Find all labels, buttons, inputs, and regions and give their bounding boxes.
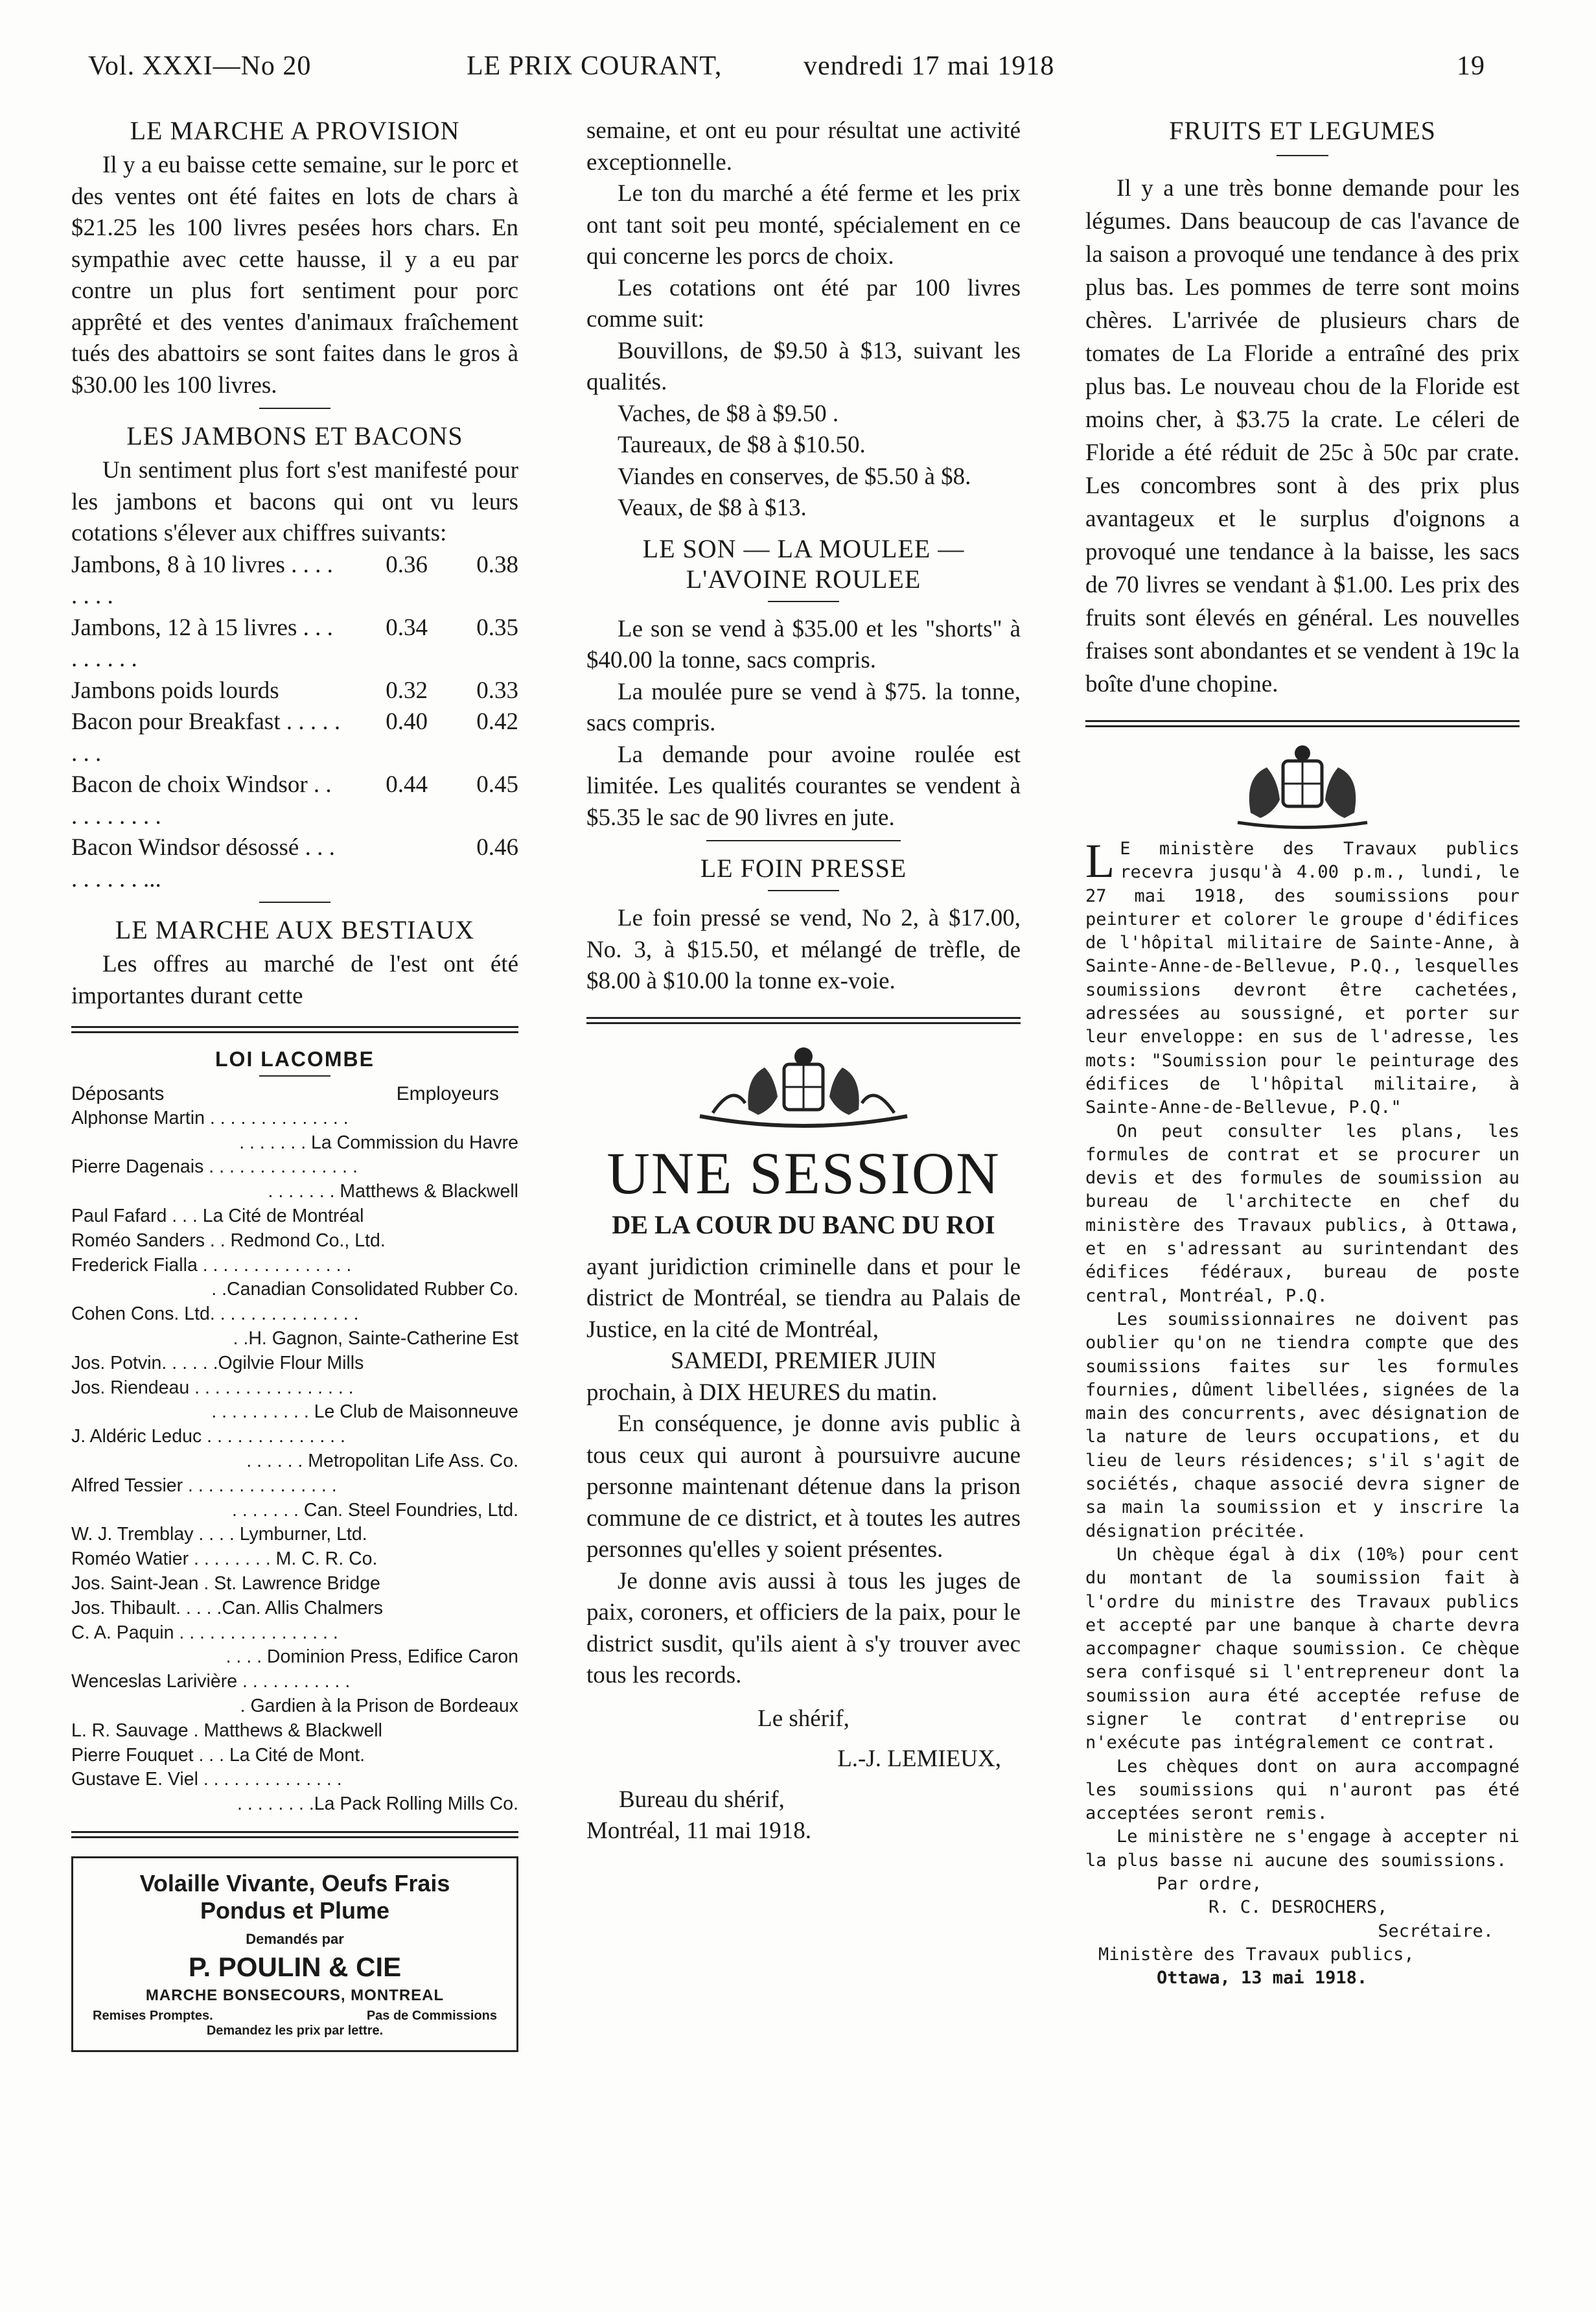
employeurs-label: Employeurs	[396, 1083, 499, 1104]
price-row	[71, 832, 518, 895]
travaux-notice	[1085, 837, 1520, 1991]
notice-p2: On peut consulter les plans, les formules de contrat et se procurer un devis et des formules de soumission au bureau de l'architecte en chef du ministère des Travaux publics, à Ottawa, et en s'adressant au surintendant des édifices fédéraux, bureau de poste central, Montréal, P.Q.	[1085, 1121, 1520, 1306]
list-item: Alphonse Martin . . . . . . . . . . . . . .	[71, 1107, 349, 1128]
montreal-date: Montréal, 11 mai 1918.	[586, 1817, 811, 1844]
price-item: Jambons, 8 à 10 livres . . . . . . . .	[71, 551, 333, 609]
samedi-date: SAMEDI, PREMIER JUIN	[670, 1348, 937, 1374]
double-rule	[71, 1026, 518, 1033]
divider	[259, 1075, 330, 1077]
notice-p3: Les soumissionnaires ne doivent pas oublier qu'on ne tiendra compte que des soumissions faites sur les formules fournies, dûment libellées, signées de la main des concurrents, avec désignation de la nature de leurs occupations, et du lieu de leurs résidences; s'il s'agit de sociétés, chaque associé devra signer de sa main la soumission et y inscrire la désignation précitée.	[1085, 1309, 1520, 1541]
session-text: ayant juridiction criminelle dans et pour le district de Montréal, se tiendra au Palais de Justice, en la cité de Montréal,	[586, 1253, 1021, 1343]
poulin-advertisement	[71, 1856, 518, 2052]
notice-p1: E ministère des Travaux publics recevra jusqu'à 4.00 p.m., lundi, le 27 mai 1918, des soumissions pour peinturer et colorer le groupe d'édifices de l'hôpital militaire de Sainte-Anne, à Sainte-Anne-de-Bellevue, P.Q., lesquelles soumissions devront être cachetées, adressées au soussigné, et porter sur leur enveloppe: en sus de l'adresse, les mots: "Soumission pour le peinturage des édifices de l'hôpital militaire, à Sainte-Anne-de-Bellevue, P.Q."	[1085, 839, 1520, 1118]
consequence-text: En conséquence, je donne avis public à tous ceux qui auront à poursuivre aucune personne maintenant détenue dans la prison commune de ce district, et à toutes les autres personnes qu'elles y soient présentes.	[586, 1410, 1021, 1563]
divider	[768, 890, 839, 891]
list-item: Jos. Potvin. . . . . .Ogilvie Flour Mills	[71, 1352, 364, 1373]
double-rule	[71, 1831, 518, 1838]
list-item: Alfred Tessier . . . . . . . . . . . . . . .	[71, 1475, 337, 1496]
lacombe-header	[71, 1082, 518, 1106]
list-item: Jos. Riendeau . . . . . . . . . . . . . . . .	[71, 1377, 354, 1398]
price-low: 0.32	[386, 677, 428, 704]
coat-of-arms-icon	[1218, 741, 1387, 832]
ad-commissions: Pas de Commissions	[366, 2008, 497, 2023]
divider	[706, 840, 901, 841]
price-high: 0.38	[476, 551, 518, 578]
list-item: . .H. Gagnon, Sainte-Catherine Est	[233, 1327, 518, 1349]
avoine-text: La demande pour avoine roulée est limitée. Les qualités courantes se vendent à $5.35 le sac de 90 livres en jute.	[586, 741, 1021, 831]
volume-number: Vol. XXXI—No 20	[88, 51, 312, 81]
vaches-price: Vaches, de $8 à $9.50 .	[618, 400, 839, 427]
son-subtitle: L'AVOINE ROULEE	[686, 564, 921, 594]
notice-dropcap: L	[1085, 835, 1115, 888]
list-item: Pierre Fouquet . . . La Cité de Mont.	[71, 1744, 365, 1766]
ton-text: Le ton du marché a été ferme et les prix ont tant soit peu monté, spécialement en ce qui concerne les porcs de choix.	[586, 180, 1021, 270]
list-item: J. Aldéric Leduc . . . . . . . . . . . . . .	[71, 1426, 345, 1447]
page-header	[0, 51, 1596, 89]
ad-demandes: Demandés par	[246, 1930, 344, 1947]
list-item: . . . . . . Metropolitan Life Ass. Co.	[246, 1450, 518, 1471]
ad-company: P. POULIN & CIE	[188, 1951, 402, 1982]
notice-p5: Les chèques dont on aura accompagné les soumissions qui n'auront pas été acceptées seront remis.	[1085, 1756, 1520, 1824]
list-item: L. R. Sauvage . Matthews & Blackwell	[71, 1720, 382, 1741]
ad-demandez: Demandez les prix par lettre.	[206, 2023, 384, 2038]
sherif-name: L.-J. LEMIEUX,	[837, 1746, 1001, 1772]
price-low: 0.34	[386, 614, 428, 641]
column-middle	[586, 115, 1021, 1847]
jambons-title: LES JAMBONS ET BACONS	[126, 421, 463, 450]
ottawa-date: Ottawa, 13 mai 1918.	[1157, 1968, 1368, 1989]
foin-text: Le foin pressé se vend, No 2, à $17.00, No. 3, à $15.50, et mélangé de trèfle, de $8.00 à $10.00 la tonne ex-voie.	[586, 905, 1021, 994]
provision-title: LE MARCHE A PROVISION	[130, 116, 460, 145]
price-high: 0.42	[476, 708, 518, 735]
column-left	[71, 115, 518, 2052]
list-item: Roméo Watier . . . . . . . . M. C. R. Co.	[71, 1548, 378, 1570]
jambons-intro: Un sentiment plus fort s'est manifesté pour les jambons et bacons qui ont vu leurs cotations s'élever aux chiffres suivants:	[71, 457, 518, 546]
ad-subheadline: Pondus et Plume	[200, 1897, 390, 1924]
price-low: 0.40	[386, 708, 428, 735]
moulee-text: La moulée pure se vend à $75. la tonne, sacs compris.	[586, 678, 1021, 736]
list-item: Jos. Thibault. . . . .Can. Allis Chalmers	[71, 1597, 383, 1618]
list-item: C. A. Paquin . . . . . . . . . . . . . . . .	[71, 1622, 338, 1643]
session-title: UNE SESSION	[607, 1139, 1000, 1206]
bestiaux-continued: semaine, et ont eu pour résultat une activité exceptionnelle.	[586, 117, 1021, 176]
list-item: Paul Fafard . . . La Cité de Montréal	[71, 1205, 364, 1226]
prochain-text: prochain, à DIX HEURES du matin.	[586, 1379, 938, 1406]
secretaire-title: Secrétaire.	[1378, 1921, 1494, 1941]
list-item: . . . . . . . .La Pack Rolling Mills Co.	[237, 1793, 518, 1815]
divider	[259, 408, 330, 409]
price-high: 0.46	[476, 834, 518, 861]
viandes-price: Viandes en conserves, de $5.50 à $8.	[618, 463, 971, 490]
ad-headline: Volaille Vivante, Oeufs Frais	[139, 1869, 450, 1897]
ad-address: MARCHE BONSECOURS, MONTREAL	[145, 1986, 445, 2004]
son-title: LE SON — LA MOULEE —	[642, 533, 965, 563]
bestiaux-text: Les offres au marché de l'est ont été importantes durant cette	[71, 951, 518, 1009]
price-high: 0.45	[476, 771, 518, 798]
cotations-intro: Les cotations ont été par 100 livres comme suit:	[586, 274, 1021, 333]
ministere-label: Ministère des Travaux publics,	[1098, 1944, 1415, 1965]
column-right	[1085, 115, 1520, 1991]
bestiaux-title: LE MARCHE AUX BESTIAUX	[115, 915, 475, 944]
price-item: Bacon Windsor désossé . . . . . . . . . ...	[71, 834, 335, 893]
price-item: Jambons, 12 à 15 livres . . . . . . . . .	[71, 614, 333, 672]
taureaux-price: Taureaux, de $8 à $10.50.	[618, 432, 866, 458]
list-item: Cohen Cons. Ltd. . . . . . . . . . . . . . .	[71, 1303, 359, 1325]
list-item: Gustave E. Viel . . . . . . . . . . . . . .	[71, 1769, 342, 1790]
list-item: Jos. Saint-Jean . St. Lawrence Bridge	[71, 1572, 380, 1594]
double-rule	[586, 1017, 1021, 1024]
notice-p4: Un chèque égal à dix (10%) pour cent du montant de la soumission fait à l'ordre du ministre des Travaux publics et accepté par une banque à charte devra accompagner chaque soumission. Ce chèque sera confisqué si l'entrepreneur dont la soumission aura été acceptée refuse de signer le contrat d'entreprise ou n'exécute pas intégralement ce contrat.	[1085, 1544, 1520, 1753]
cour-title: DE LA COUR DU BANC DU ROI	[612, 1209, 995, 1239]
ad-remises: Remises Promptes.	[93, 2008, 213, 2023]
list-item: . Gardien à la Prison de Bordeaux	[240, 1695, 518, 1716]
journal-title: LE PRIX COURANT,	[467, 51, 723, 81]
list-item: . . . . Dominion Press, Edifice Caron	[226, 1646, 518, 1668]
desrochers-name: R. C. DESROCHERS,	[1209, 1897, 1388, 1918]
price-table	[71, 550, 518, 896]
price-row	[71, 706, 518, 769]
price-item: Bacon pour Breakfast . . . . . . . .	[71, 708, 341, 767]
list-item: Wenceslas Larivière . . . . . . . . . . .	[71, 1671, 351, 1692]
price-low: 0.44	[386, 771, 428, 798]
veaux-price: Veaux, de $8 à $13.	[618, 495, 807, 521]
fruits-title: FRUITS ET LEGUMES	[1169, 116, 1436, 145]
list-item: . . . . . . . Matthews & Blackwell	[268, 1181, 518, 1202]
double-rule	[1085, 720, 1520, 727]
son-text: Le son se vend à $35.00 et les "shorts" à $40.00 la tonne, sacs compris.	[586, 615, 1021, 673]
issue-date: vendredi 17 mai 1918	[804, 51, 1055, 81]
divider	[1277, 155, 1328, 156]
bureau-sherif: Bureau du shérif,	[619, 1786, 785, 1813]
list-item: . .Canadian Consolidated Rubber Co.	[211, 1279, 518, 1300]
price-row	[71, 769, 518, 832]
price-row	[71, 613, 518, 675]
price-item: Jambons poids lourds	[71, 677, 279, 704]
divider	[259, 902, 330, 903]
divider	[768, 601, 839, 602]
page-number: 19	[1457, 51, 1485, 81]
price-row	[71, 550, 518, 613]
juges-text: Je donne avis aussi à tous les juges de paix, coroners, et officiers de la paix, pour le district susdit, qu'ils aient à s'y trouver avec tous les records.	[586, 1567, 1021, 1688]
lacombe-list	[71, 1082, 518, 1817]
notice-p6: Le ministère ne s'engage à accepter ni la plus basse ni aucune des soumissions.	[1085, 1827, 1520, 1871]
list-item: Pierre Dagenais . . . . . . . . . . . . . . .	[71, 1156, 358, 1178]
foin-title: LE FOIN PRESSE	[700, 854, 907, 883]
lacombe-title: LOI LACOMBE	[215, 1047, 375, 1071]
list-item: Frederick Fialla . . . . . . . . . . . . . . .	[71, 1254, 352, 1276]
list-item: W. J. Tremblay . . . . Lymburner, Ltd.	[71, 1524, 367, 1545]
royal-coat-of-arms-icon	[687, 1038, 920, 1136]
ad-terms	[80, 2009, 510, 2024]
par-ordre: Par ordre,	[1157, 1874, 1262, 1895]
price-high: 0.33	[476, 677, 518, 704]
sherif-label: Le shérif,	[758, 1705, 850, 1732]
fruits-text: Il y a une très bonne demande pour les légumes. Dans beaucoup de cas l'avance de la saison a provoqué une tendance à des prix plus bas. Les pommes de terre sont moins chères. L'arrivée de plusieurs chars de tomates de La Floride a entraîné des prix plus bas. Le nouveau chou de la Floride est moins cher, à $3.75 la crate. Le céleri de Floride a été réduit de 25c à 50c par crate. Les concombres sont à des prix plus avantageux et le surplus d'oignons a provoqué une tendance à la baisse, les sacs de 70 livres se vendant à $1.00. Les prix des fruits sont élevés en général. Les nouvelles fraises sont abondantes et se vendent à 19c la boîte d'une chopine.	[1085, 175, 1520, 697]
list-item: . . . . . . . . . . Le Club de Maisonneuve	[211, 1401, 518, 1423]
provision-text: Il y a eu baisse cette semaine, sur le porc et des ventes ont été faites en lots de chars à $21.25 les 100 livres pesées hors chars. En sympathie avec cette hausse, il y a eu par contre un plus fort sentiment pour porc apprêté et des ventes d'animaux fraîchement tués des abattoirs se sont faites dans le gros à $30.00 les 100 livres.	[71, 152, 518, 399]
price-low: 0.36	[386, 551, 428, 578]
price-high: 0.35	[476, 614, 518, 641]
price-low	[343, 832, 428, 895]
list-item: . . . . . . . La Commission du Havre	[239, 1132, 518, 1153]
deposants-label: Déposants	[71, 1083, 165, 1104]
list-item: . . . . . . . Can. Steel Foundries, Ltd.	[232, 1499, 518, 1521]
price-item: Bacon de choix Windsor . . . . . . . . . .	[71, 771, 332, 830]
price-row	[71, 675, 518, 707]
list-item: Roméo Sanders . . Redmond Co., Ltd.	[71, 1230, 386, 1251]
bouvillons-price: Bouvillons, de $9.50 à $13, suivant les qualités.	[586, 337, 1021, 395]
